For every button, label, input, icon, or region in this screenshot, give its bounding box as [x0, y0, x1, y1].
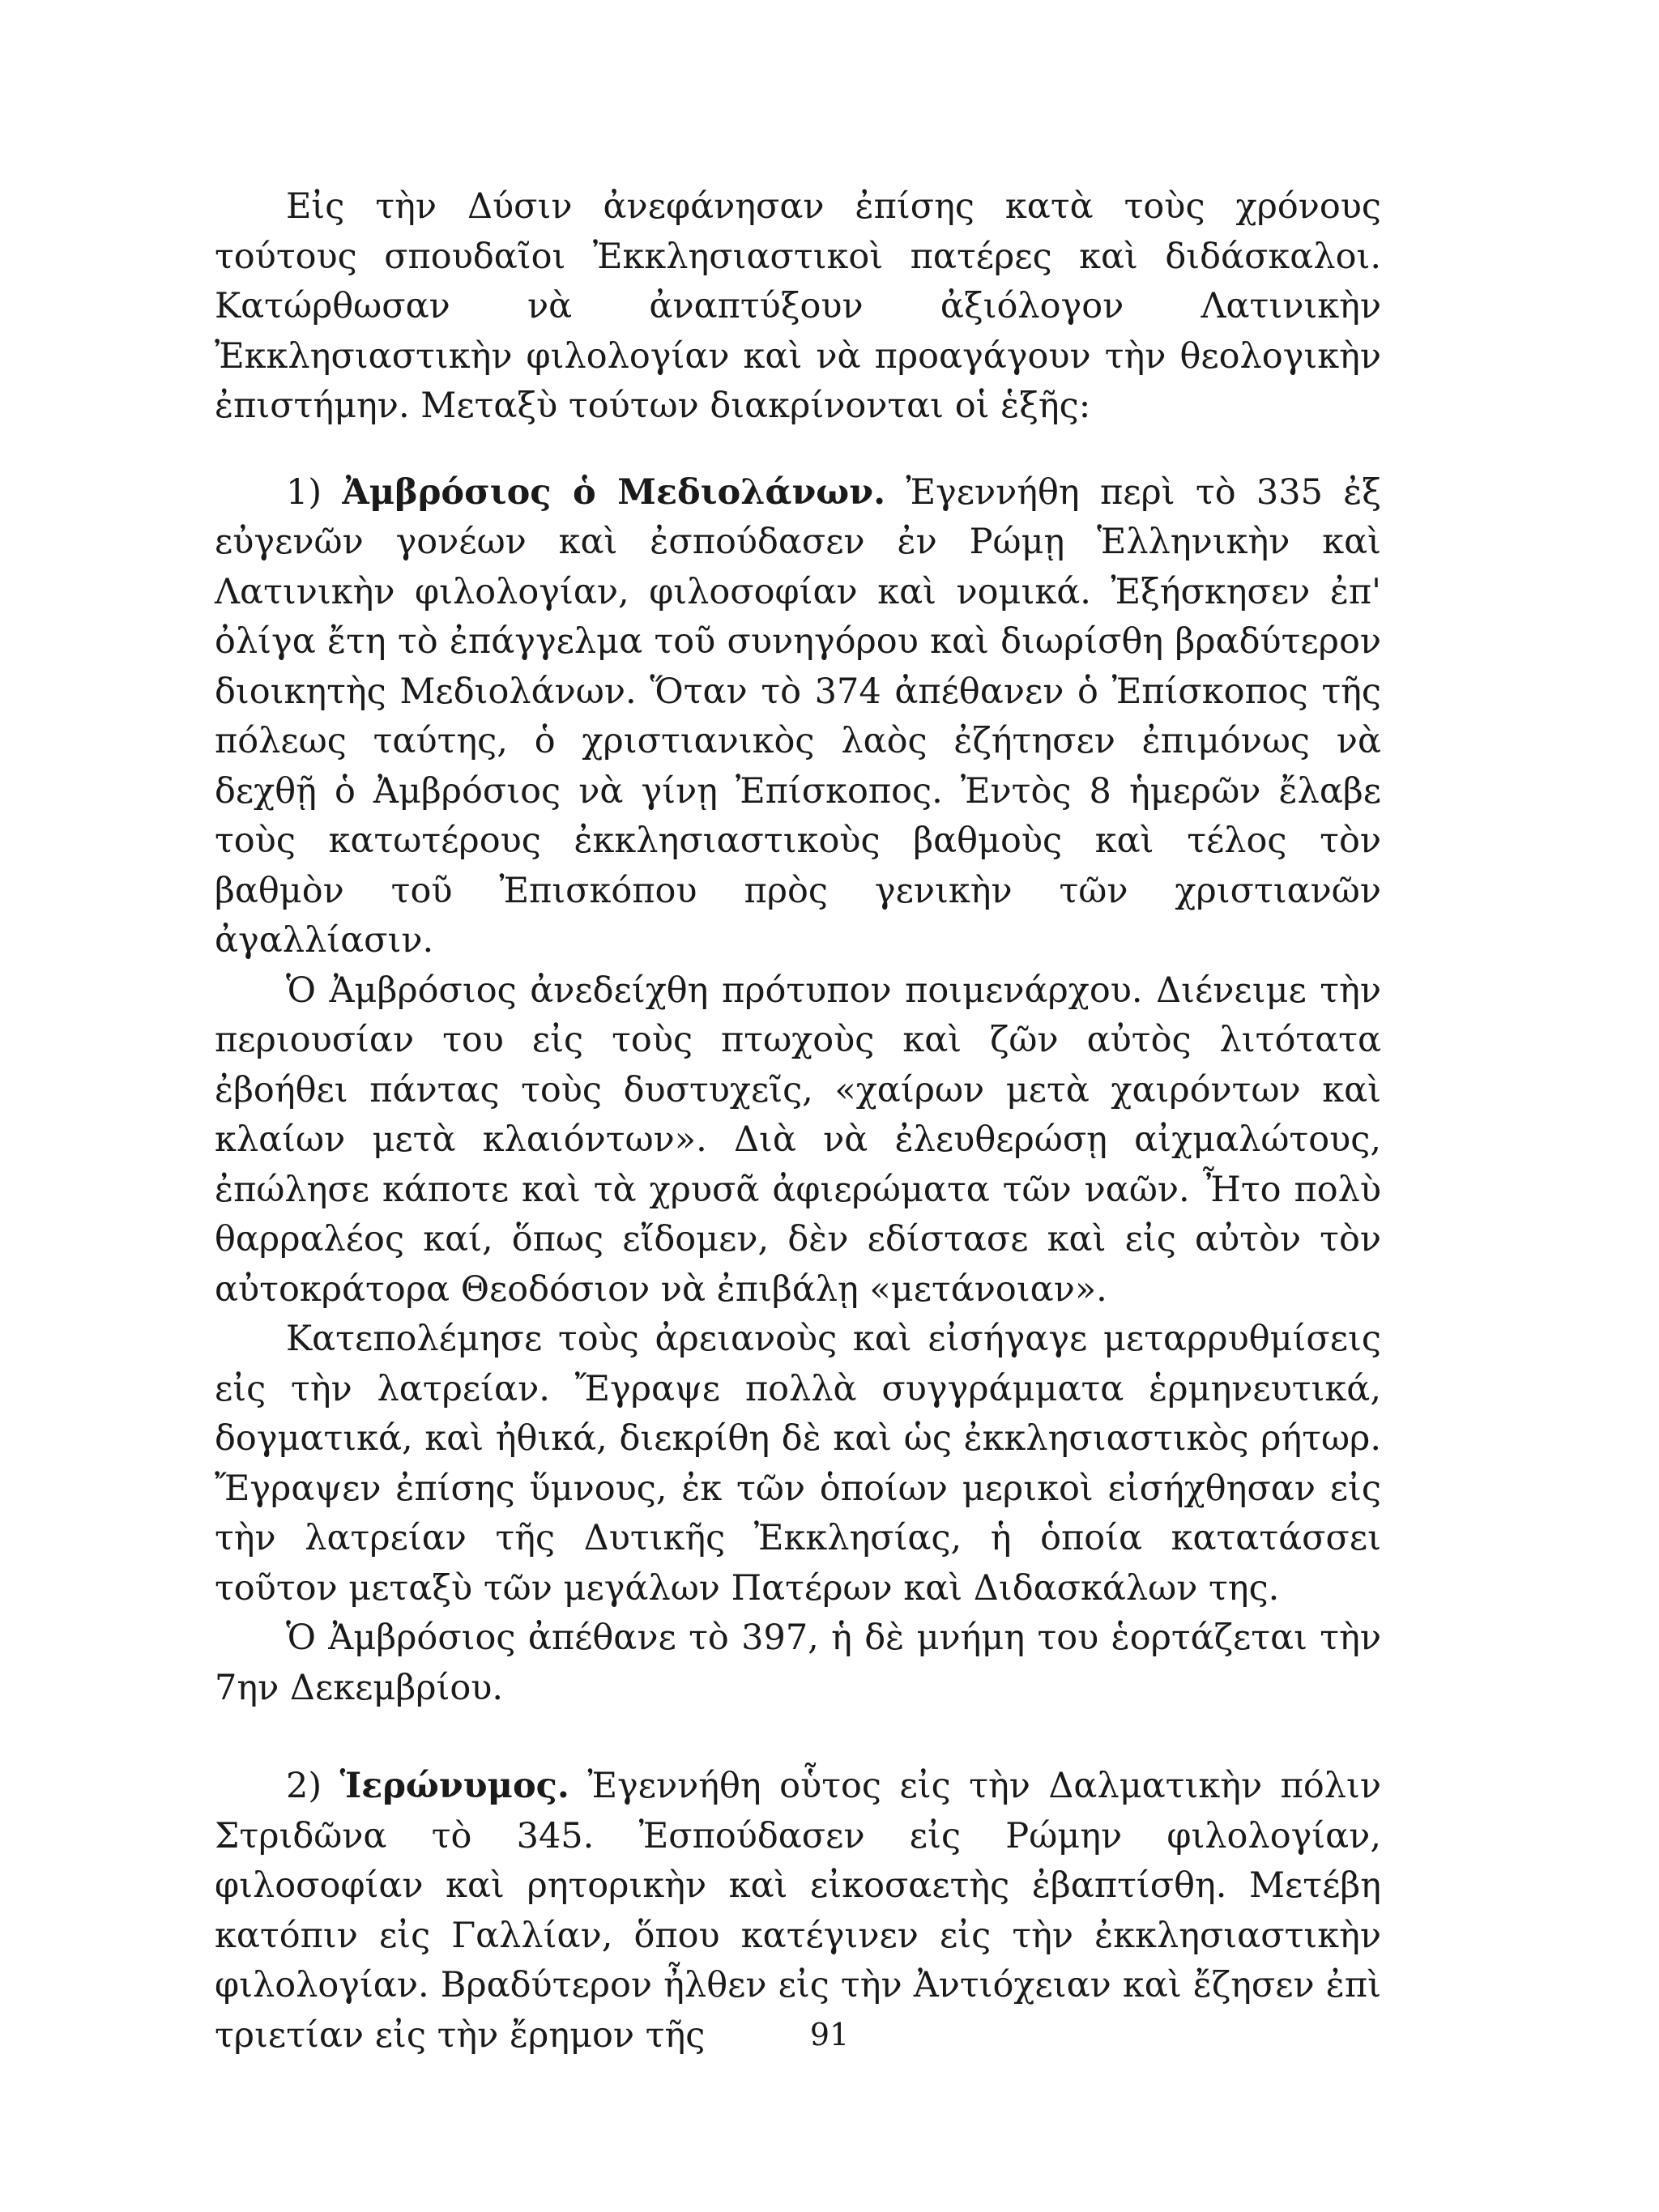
page-body	[215, 182, 1381, 2061]
intro-paragraph: Εἰς τὴν Δύσιν ἀνεφάνησαν ἐπίσης κατὰ τοὺς χρόνους τούτους σπουδαῖοι Ἐκκλησιαστικοὶ πατέρες καὶ διδάσκαλοι. Κατώρθωσαν νὰ ἀναπτύξουν ἀξιόλογον Λατινικὴν Ἐκκλησιαστικὴν φιλολογίαν καὶ νὰ προαγάγουν τὴν θεολογικὴν ἐπιστήμην. Μεταξὺ τούτων διακρίνονται οἱ ἑξῆς:	[215, 186, 1381, 426]
section-spacer	[215, 432, 1381, 468]
section-jerome-number: 2)	[286, 1766, 322, 1806]
ambrose-paragraph-writings: Κατεπολέμησε τοὺς ἀρειανοὺς καὶ εἰσήγαγε μεταρρυθμίσεις εἰς τὴν λατρείαν. Ἔγραψε πολλὰ συγγράμματα ἑρμηνευτικά, δογματικά, καὶ ἠθικά, διεκρίθη δὲ καὶ ὡς ἐκκλησιαστικὸς ρήτωρ. Ἔγραψεν ἐπίσης ὕμνους, ἐκ τῶν ὁποίων μερικοὶ εἰσήχθησαν εἰς τὴν λατρείαν τῆς Δυτικῆς Ἐκκλησίας, ἡ ὁποία κατατάσσει τοῦτον μεταξὺ τῶν μεγάλων Πατέρων καὶ Διδασκάλων της.	[215, 1319, 1381, 1609]
section-ambrose-title: Ἀμβρόσιος ὁ Μεδιολάνων.	[342, 471, 886, 513]
section-ambrose-number: 1)	[286, 471, 322, 513]
section-jerome-body: Ἐγεννήθη οὗτος εἰς τὴν Δαλματικὴν πόλιν Στριδῶνα τὸ 345. Ἐσπούδασεν εἰς Ρώμην φιλολογίαν, φιλοσοφίαν καὶ ρητορικὴν καὶ εἰκοσαετὴς ἐβαπτίσθη. Μετέβη κατόπιν εἰς Γαλλίαν, ὅπου κατέγινεν εἰς τὴν ἐκκλησιαστικὴν φιλολογίαν. Βραδύτερον ἦλθεν εἰς τὴν Ἀντιόχειαν καὶ ἔζησεν ἐπὶ τριετίαν εἰς τὴν ἔρημον τῆς	[215, 1766, 1382, 2056]
section-ambrose-heading-paragraph	[215, 468, 1381, 966]
ambrose-paragraph-pastor: Ὁ Ἀμβρόσιος ἀνεδείχθη πρότυπον ποιμενάρχου. Διένειμε τὴν περιουσίαν του εἰς τοὺς πτωχοὺς καὶ ζῶν αὐτὸς λιτότατα ἐβοήθει πάντας τοὺς δυστυχεῖς, «χαίρων μετὰ χαιρόντων καὶ κλαίων μετὰ κλαιόντων». Διὰ νὰ ἐλευθερώσῃ αἰχμαλώτους, ἐπώλησε κάποτε καὶ τὰ χρυσᾶ ἀφιερώματα τῶν ναῶν. Ἦτο πολὺ θαρραλέος καί, ὅπως εἴδομεν, δὲν εδίστασε καὶ εἰς αὐτὸν τὸν αὐτοκράτορα Θεοδόσιον νὰ ἐπιβάλῃ «μετάνοιαν».	[215, 970, 1381, 1310]
section-spacer	[215, 1713, 1381, 1762]
section-ambrose-body: Ἐγεννήθη περὶ τὸ 335 ἐξ εὐγενῶν γονέων καὶ ἐσπούδασεν ἐν Ρώμῃ Ἑλληνικὴν καὶ Λατινικὴν φιλολογίαν, φιλοσοφίαν καὶ νομικά. Ἐξήσκησεν ἐπ' ὀλίγα ἔτη τὸ ἐπάγγελμα τοῦ συνηγόρου καὶ διωρίσθη βραδύτερον διοικητὴς Μεδιολάνων. Ὅταν τὸ 374 ἀπέθανεν ὁ Ἐπίσκοπος τῆς πόλεως ταύτης, ὁ χριστιανικὸς λαὸς ἐζήτησεν ἐπιμόνως νὰ δεχθῇ ὁ Ἀμβρόσιος νὰ γίνῃ Ἐπίσκοπος. Ἐντὸς 8 ἡμερῶν ἔλαβε τοὺς κατωτέρους ἐκκλησιαστικοὺς βαθμοὺς καὶ τέλος τὸν βαθμὸν τοῦ Ἐπισκόπου πρὸς γενικὴν τῶν χριστιανῶν ἀγαλλίασιν.	[215, 471, 1381, 961]
ambrose-paragraph-death: Ὁ Ἀμβρόσιος ἀπέθανε τὸ 397, ἡ δὲ μνήμη του ἑορτάζεται τὴν 7ην Δεκεμβρίου.	[215, 1617, 1381, 1708]
section-jerome-title: Ἱερώνυμος.	[339, 1766, 569, 1806]
page-number: 91	[809, 2017, 850, 2052]
